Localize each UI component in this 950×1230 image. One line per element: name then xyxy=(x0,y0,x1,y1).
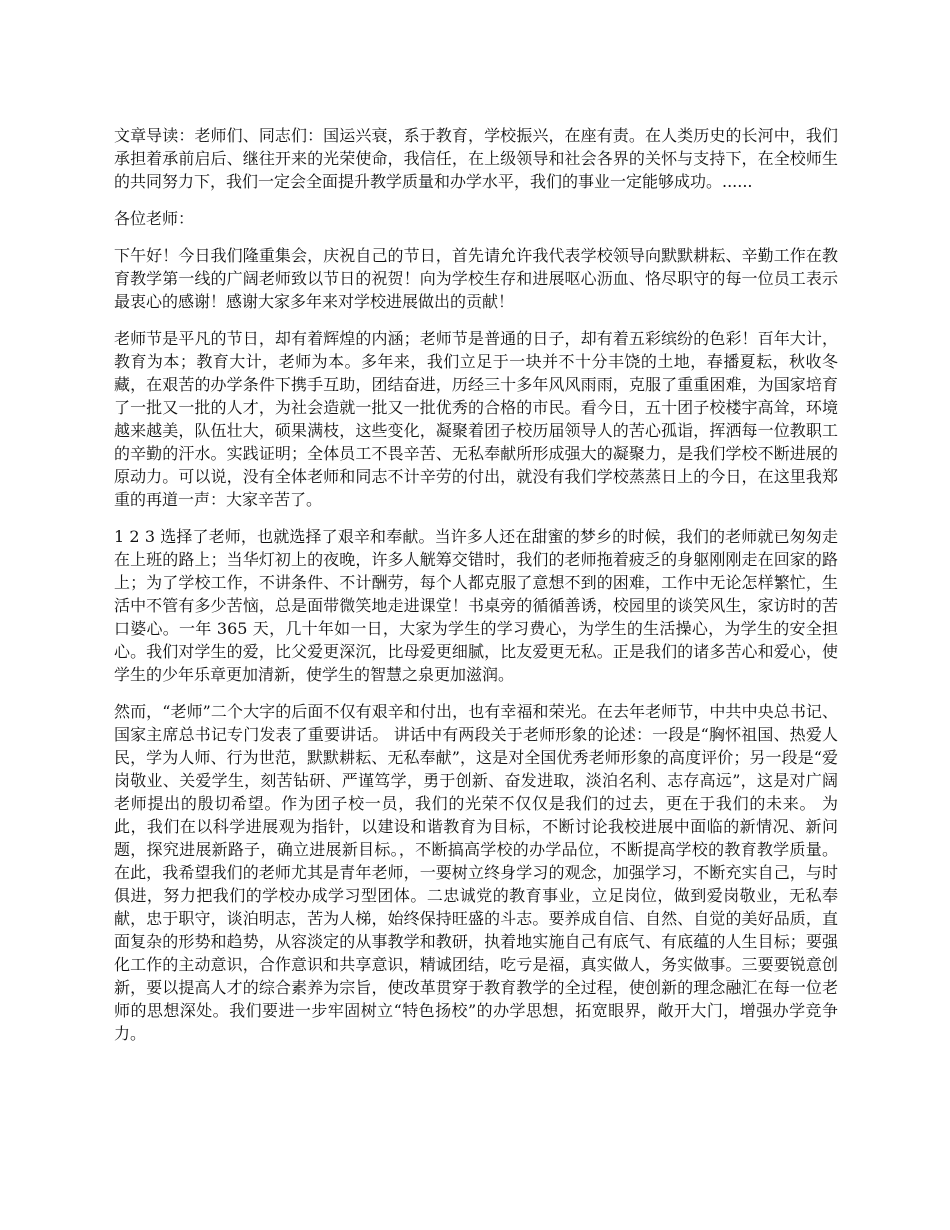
body-paragraph-3: 1 2 3 选择了老师，也就选择了艰辛和奉献。当许多人还在甜蜜的梦乡的时候，我们的老师就已匆匆走在上班的路上；当华灯初上的夜晚，许多人觥筹交错时，我们的老师拖着疲乏的身躯刚刚走在回家的路上；为了学校工作，不讲条件、不计酬劳，每个人都克服了意想不到的困难，工作中无论怎样繁忙，生活中不管有多少苦恼，总是面带微笑地走进课堂！书桌旁的循循善诱，校园里的谈笑风生，家访时的苦口婆心。一年 365 天，几十年如一日，大家为学生的学习费心，为学生的生活操心，为学生的安全担心。我们对学生的爱，比父爱更深沉，比母爱更细腻，比友爱更无私。正是我们的诸多苦心和爱心，使学生的少年乐章更加清新，使学生的智慧之泉更加滋润。 xyxy=(114,527,838,684)
body-paragraph-4: 然而，“老师”二个大字的后面不仅有艰辛和付出，也有幸福和荣光。在去年老师节，中共中央总书记、国家主席总书记专门发表了重要讲话。 讲话中有两段关于老师形象的论述：一段是“胸怀祖国、热爱人民，学为人师、行为世范，默默耕耘、无私奉献”，这是对全国优秀老师形象的高度评价；另一段是“爱岗敬业、关爱学生，刻苦钻研、严谨笃学，勇于创新、奋发进取，淡泊名利、志存高远”，这是对广阔老师提出的殷切希望。作为团子校一员，我们的光荣不仅仅是我们的过去，更在于我们的未来。 为此，我们在以科学进展观为指针，以建设和谐教育为目标，不断讨论我校进展中面临的新情况、新问题，探究进展新路子，确立进展新目标。，不断搞高学校的办学品位，不断提高学校的教育教学质量。在此，我希望我们的老师尤其是青年老师，一要树立终身学习的观念，加强学习，不断充实自己，与时俱进，努力把我们的学校办成学习型团体。二忠诚党的教育事业，立足岗位，做到爱岗敬业，无私奉献，忠于职守，谈泊明志，苦为人梯，始终保持旺盛的斗志。要养成自信、自然、自觉的美好品质，直面复杂的形势和趋势，从容淡定的从事教学和教研，执着地实施自己有底气、有底蕴的人生目标；要强化工作的主动意识，合作意识和共享意识，精诚团结，吃亏是福，真实做人，务实做事。三要要锐意创新，要以提高人才的综合素养为宗旨，使改革贯穿于教育教学的全过程，使创新的理念融汇在每一位老师的思想深处。我们要进一步牢固树立“特色扬校”的办学思想，拓宽眼界，敞开大门，增强办学竞争力。 xyxy=(114,702,838,1043)
body-paragraph-1: 下午好！今日我们隆重集会，庆祝自己的节日，首先请允许我代表学校领导向默默耕耘、辛勤工作在教育教学第一线的广阔老师致以节日的祝贺！向为学校生存和进展呕心沥血、恪尽职守的每一位员工表示最衷心的感谢！感谢大家多年来对学校进展做出的贡献！ xyxy=(114,246,838,311)
document-page xyxy=(114,124,838,1059)
salutation: 各位老师： xyxy=(114,209,195,228)
body-paragraph-2: 老师节是平凡的节日，却有着辉煌的内涵；老师节是普通的日子，却有着五彩缤纷的色彩！百年大计，教育为本；教育大计，老师为本。多年来，我们立足于一块并不十分丰饶的土地，春播夏耘，秋收冬藏，在艰苦的办学条件下携手互助，团结奋进，历经三十多年风风雨雨，克服了重重困难，为国家培育了一批又一批的人才，为社会造就一批又一批优秀的合格的市民。看今日，五十团子校楼宇高耸，环境越来越美，队伍壮大，硕果满枝，这些变化，凝聚着团子校历届领导人的苦心孤诣，挥洒每一位教职工的辛勤的汗水。实践证明；全体员工不畏辛苦、无私奉献所形成强大的凝聚力，是我们学校不断进展的原动力。可以说，没有全体老师和同志不计辛劳的付出，就没有我们学校蒸蒸日上的今日，在这里我郑重的再道一声：大家辛苦了。 xyxy=(114,329,838,509)
intro-paragraph: 文章导读：老师们、同志们：国运兴衰，系于教育，学校振兴，在座有责。在人类历史的长河中，我们承担着承前启后、继往开来的光荣使命，我信任，在上级领导和社会各界的关怀与支持下，在全校师生的共同努力下，我们一定会全面提升教学质量和办学水平，我们的事业一定能够成功。...... xyxy=(114,126,838,191)
